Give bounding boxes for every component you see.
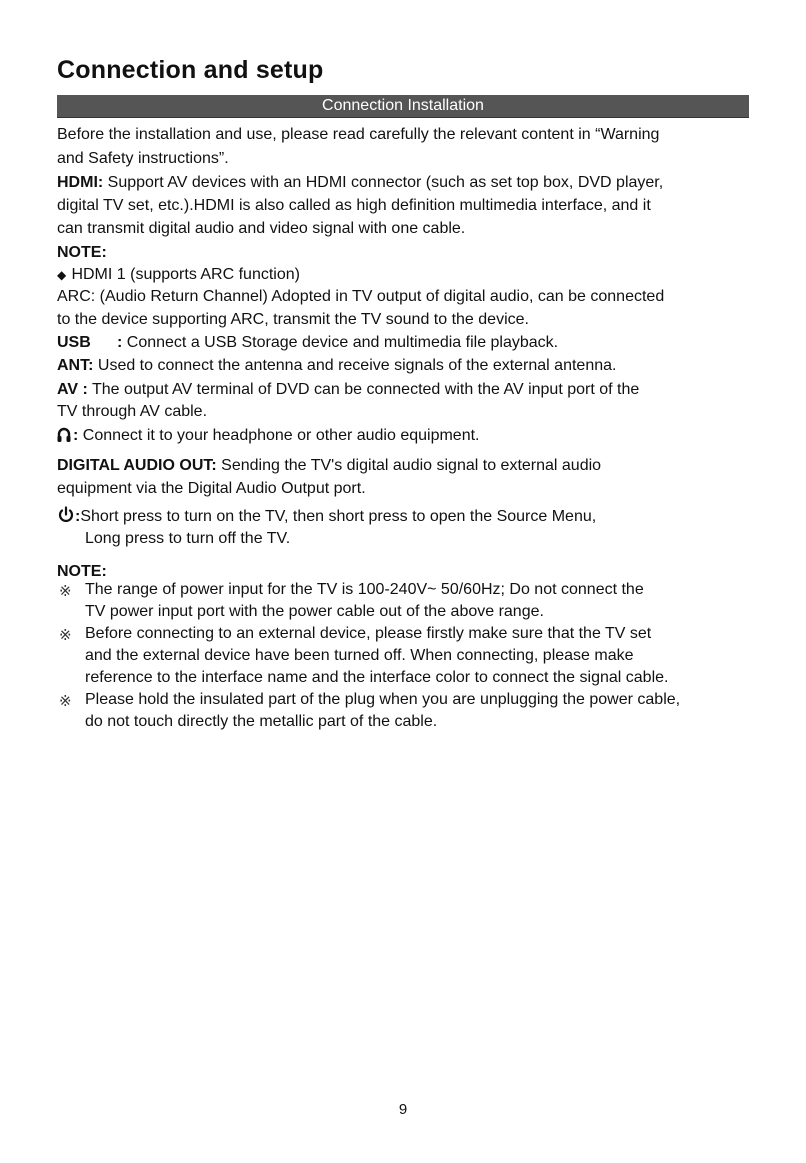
reference-mark-icon: ※: [59, 627, 72, 644]
section-header-bar: [57, 95, 749, 118]
ant-label: ANT:: [57, 357, 94, 374]
ant-text: Used to connect the antenna and receive signals of the external antenna.: [93, 357, 617, 374]
digital-audio-text: equipment via the Digital Audio Output port.: [57, 480, 366, 497]
note-item-text: do not touch directly the metallic part of the cable.: [85, 713, 438, 730]
headphone-label: :: [73, 427, 79, 444]
power-icon: [57, 506, 75, 524]
intro-line: Before the installation and use, please read carefully the relevant content in “Warning: [57, 126, 660, 143]
hdmi-text: can transmit digital audio and video signal with one cable.: [57, 220, 466, 237]
note-item-text: Before connecting to an external device, please firstly make sure that the TV set: [85, 625, 652, 642]
digital-audio-label: DIGITAL AUDIO OUT:: [57, 457, 217, 474]
headphone-text: Connect it to your headphone or other audio equipment.: [78, 427, 480, 444]
note-item-text: The range of power input for the TV is 100-240V~ 50/60Hz; Do not connect the: [85, 581, 644, 598]
av-text: The output AV terminal of DVD can be connected with the AV input port of the: [87, 381, 640, 398]
arc-text: ARC: (Audio Return Channel) Adopted in TV output of digital audio, can be connected: [57, 288, 665, 305]
note-label: NOTE:: [57, 563, 107, 580]
power-label: :: [75, 508, 81, 525]
usb-label: USB: [57, 334, 91, 351]
digital-audio-paragraph: [57, 456, 601, 476]
headphone-paragraph: [57, 426, 480, 446]
note-bullet-line: [57, 265, 300, 285]
usb-text: Connect a USB Storage device and multimedia file playback.: [126, 334, 559, 351]
av-paragraph: [57, 380, 639, 400]
note-item-text: Please hold the insulated part of the plug when you are unplugging the power cable,: [85, 691, 681, 708]
note-label: NOTE:: [57, 244, 107, 261]
hdmi-label: HDMI:: [57, 174, 104, 191]
note-item-text: and the external device have been turned off. When connecting, please make: [85, 647, 634, 664]
digital-audio-text: Sending the TV's digital audio signal to external audio: [216, 457, 602, 474]
note-item-text: reference to the interface name and the interface color to connect the signal cable.: [85, 669, 669, 686]
page-number: 9: [398, 1101, 408, 1118]
power-text: Short press to turn on the TV, then short press to open the Source Menu,: [80, 508, 597, 525]
headphone-icon: [57, 427, 71, 443]
reference-mark-icon: ※: [59, 583, 72, 600]
arc-text: to the device supporting ARC, transmit the TV sound to the device.: [57, 311, 529, 328]
hdmi-paragraph: [57, 173, 663, 193]
note-bullet-text: HDMI 1 (supports ARC function): [67, 266, 300, 283]
ant-paragraph: [57, 356, 616, 376]
power-paragraph: [57, 506, 596, 527]
usb-paragraph: [57, 333, 558, 353]
note-item-text: TV power input port with the power cable out of the above range.: [85, 603, 544, 620]
diamond-bullet-icon: ◆: [57, 268, 67, 282]
section-title: Connection Installation: [322, 97, 484, 114]
hdmi-text: Support AV devices with an HDMI connector (such as set top box, DVD player,: [103, 174, 664, 191]
intro-line: and Safety instructions”.: [57, 150, 229, 167]
av-label: AV :: [57, 381, 88, 398]
power-text: Long press to turn off the TV.: [85, 530, 291, 547]
reference-mark-icon: ※: [59, 693, 72, 710]
hdmi-text: digital TV set, etc.).HDMI is also called as high definition multimedia interface, and it: [57, 197, 651, 214]
av-text: TV through AV cable.: [57, 403, 208, 420]
usb-separator: :: [117, 334, 127, 351]
page-title: Connection and setup: [57, 56, 324, 84]
